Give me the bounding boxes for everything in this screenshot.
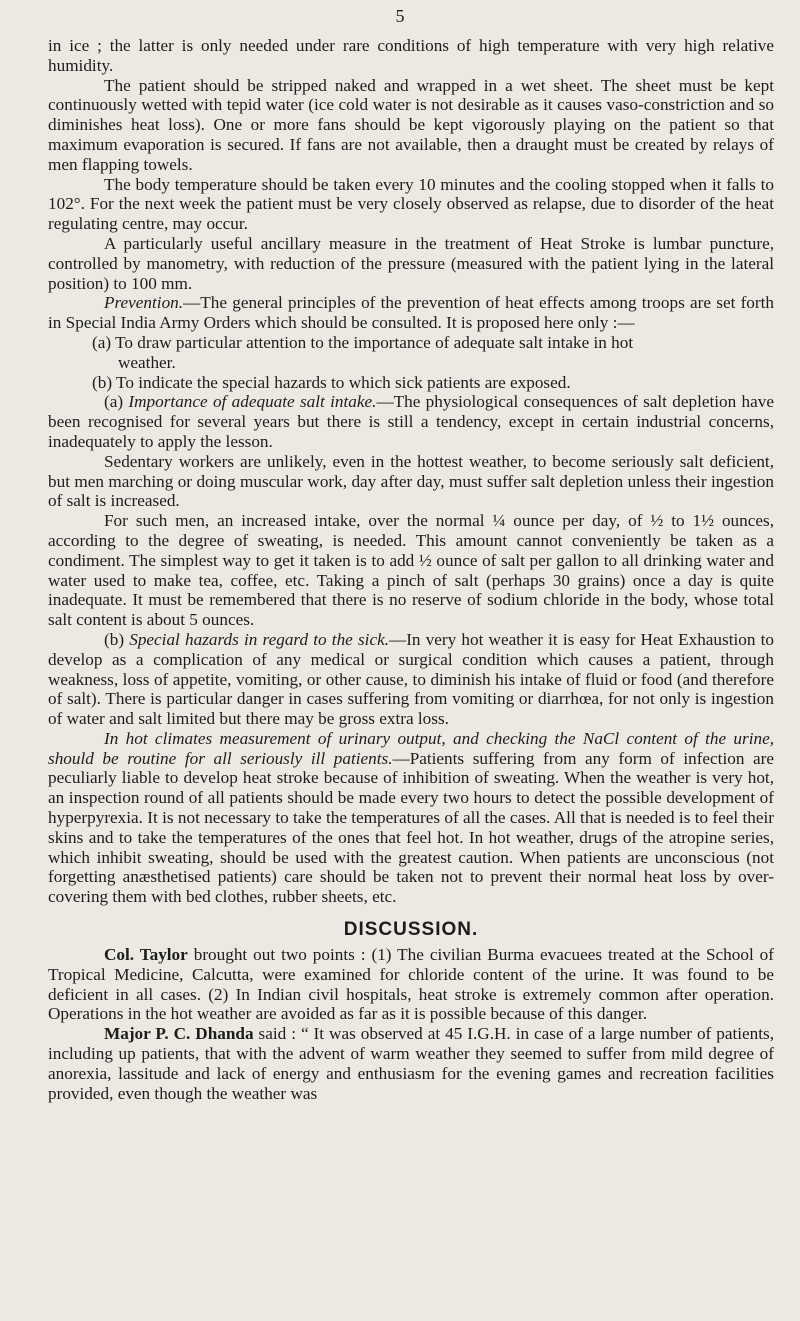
paragraph-sedentary: Sedentary workers are unlikely, even in the hottest weather, to become seriously salt deficient, but men marching or doing muscular work, day after day, must suffer salt depletion unless their ingestion of salt is increased.	[48, 451, 774, 511]
list-item-b	[48, 373, 774, 393]
paragraph-body-temperature: The body temperature should be taken every 10 minutes and the cooling stopped when it falls to 102°. For the next week the patient must be very closely observed as relapse, due to disorder of the heat regulating centre, may occur.	[48, 174, 774, 234]
list-b-marker: (b)	[92, 372, 113, 392]
paragraph-prevention	[48, 293, 774, 333]
section-b-text: —In very hot weather it is easy for Heat Exhaustion to develop as a complication of any medical or surgical condition which causes a patient, through weakness, loss of appetite, vomiting, or other cause, to diminish his intake of fluid or food (and therefore of salt). There is particular danger in cases suffering from vomiting or diarrhœa, for not only is ingestion of water and salt limited but there may be gross extra loss.	[48, 629, 774, 729]
hot-climates-heading: In hot climates measurement of urinary output, and checking the NaCl content of the urine, should be routine for all seriously ill patients.	[48, 728, 774, 768]
list-a-text: To draw particular attention to the importance of adequate salt intake in hot	[115, 332, 634, 352]
section-b-marker: (b)	[104, 629, 125, 649]
paragraph-taylor	[48, 945, 774, 1024]
paragraph-ice: in ice ; the latter is only needed under rare conditions of high temperature with very high relative humidity.	[48, 36, 774, 75]
paragraph-wet-sheet: The patient should be stripped naked and wrapped in a wet sheet. The sheet must be kept continuously wetted with tepid water (ice cold water is not desirable as it causes vaso-constriction and so diminishes heat loss). One or more fans should be kept vigorously playing on the patient so that maximum evaporation is secured. If fans are not available, then a draught must be created by relays of men flapping towels.	[48, 75, 774, 174]
page-number: 5	[395, 6, 405, 26]
list-b-text: To indicate the special hazards to which sick patients are exposed.	[116, 372, 571, 392]
speaker-dhanda: Major P. C. Dhanda	[104, 1024, 254, 1044]
paragraph-special-hazards	[48, 630, 774, 729]
list-item-a	[48, 333, 774, 373]
list-a-marker: (a)	[92, 332, 112, 352]
paragraph-dhanda	[48, 1024, 774, 1103]
dhanda-text: said : “ It was observed at 45 I.G.H. in case of a large number of patients, including up patients, that with the advent of warm weather they seemed to suffer from mild degree of anorexia, lassitude and lack of energy and enthusiasm for the evening games and recreation facilities provided, even though the weather was	[48, 1024, 774, 1103]
paragraph-lumbar-puncture: A particularly useful ancillary measure in the treatment of Heat Stroke is lumbar puncture, controlled by manometry, with reduction of the pressure (measured with the patient lying in the lateral position) to 100 mm.	[48, 233, 774, 293]
prevention-heading: Prevention.	[104, 293, 184, 313]
section-a-marker: (a)	[104, 392, 124, 412]
list-a-continuation: weather.	[118, 352, 176, 372]
prevention-text: —The general principles of the prevention of heat effects among troops are set forth in Special India Army Orders which should be consulted. It is proposed here only :—	[48, 293, 774, 333]
taylor-text: brought out two points : (1) The civilian Burma evacuees treated at the School of Tropical Medicine, Calcutta, were examined for chloride content of the urine. It was found to be deficient in all cases. (2) In Indian civil hospitals, heat stroke is extremely common after operation. Operations in the hot weather are avoided as far as it is possible because of this danger.	[48, 945, 774, 1024]
discussion-heading: DISCUSSION.	[343, 919, 479, 941]
paragraph-hot-climates	[48, 729, 774, 907]
paragraph-such-men: For such men, an increased intake, over the normal ¼ ounce per day, of ½ to 1½ ounces, according to the degree of sweating, is needed. This amount cannot conveniently be taken as a condiment. The simplest way to get it taken is to add ½ ounce of salt per gallon to all drinking water and water used to make tea, coffee, etc. Taking a pinch of salt (perhaps 30 grains) once a day is quite inadequate. It must be remembered that there is no reserve of sodium chloride in the body, whose total salt content is about 5 ounces.	[48, 511, 774, 630]
speaker-taylor: Col. Taylor	[104, 945, 188, 965]
section-b-heading: Special hazards in regard to the sick.	[129, 629, 389, 649]
section-a-text: —The physiological consequences of salt depletion have been recognised for several years but there is still a tendency, except in certain industrial concerns, inadequately to apply the lesson.	[48, 392, 774, 451]
paragraph-salt-intake	[48, 392, 774, 451]
section-a-heading: Importance of adequate salt intake.	[128, 392, 377, 412]
hot-climates-text: —Patients suffering from any form of infection are peculiarly liable to develop heat stroke because of inhibition of sweating. When the weather is very hot, an inspection round of all patients should be made every two hours to detect the possible development of hyperpyrexia. It is not necessary to take the temperatures of all the cases. All that is needed is to feel their skins and to take the temperatures of the ones that feel hot. In hot weather, drugs of the atropine series, which inhibit sweating, should be used with the greatest caution. When patients are unconscious (not forgetting anæsthetised patients) care should be taken not to prevent their normal heat loss by over-covering them with bed clothes, rubber sheets, etc.	[48, 748, 774, 907]
